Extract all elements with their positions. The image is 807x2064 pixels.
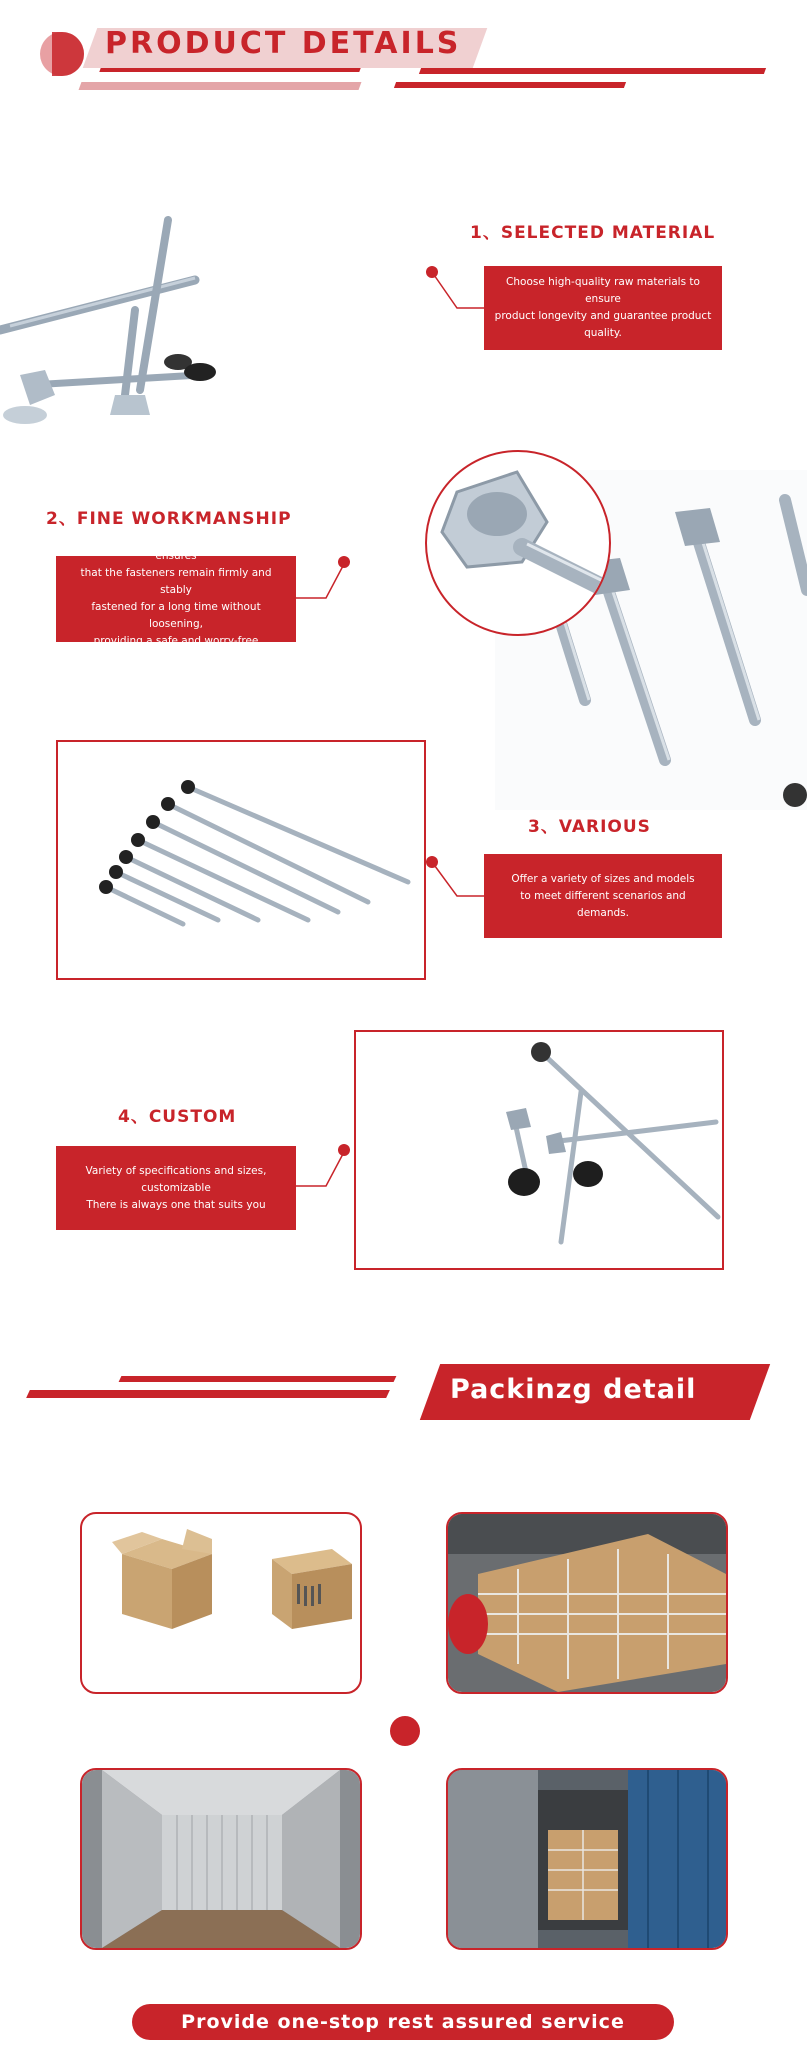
feature-3-description: Offer a variety of sizes and models to meet different scenarios and demands. [484, 854, 722, 938]
feature-4-description: Variety of specifications and sizes, customizable There is always one that suits you [56, 1146, 296, 1230]
feature-2-dot [338, 556, 350, 568]
feature-1-connector [430, 270, 490, 310]
header-stripe-2 [79, 82, 362, 90]
feature-3-title: 3、VARIOUS [528, 817, 651, 837]
packing-photo-container-loaded [446, 1768, 728, 1950]
screw-photo [0, 200, 220, 440]
carton-box-icon [82, 1514, 360, 1692]
packing-title: Packinzg detail [450, 1374, 697, 1405]
screws-frame-3 [56, 740, 426, 980]
center-ornament [390, 1716, 420, 1746]
feature-1-title: 1、SELECTED MATERIAL [470, 223, 716, 243]
packing-photo-boxes [80, 1512, 362, 1694]
feature-4-connector [296, 1150, 346, 1190]
screw-photo [356, 1032, 722, 1268]
footer-banner [132, 2004, 674, 2040]
feature-2-connector [296, 562, 346, 602]
page-title: PRODUCT DETAILS [105, 26, 462, 61]
pallet-photo [448, 1514, 726, 1692]
feature-4-title: 4、CUSTOM [118, 1107, 237, 1127]
header-circle-decor-inner [52, 32, 84, 76]
header-banner [0, 0, 807, 110]
container-photo [448, 1770, 726, 1948]
header-stripe-3 [419, 68, 766, 74]
magnifier-circle [425, 450, 611, 636]
feature-1-description: Choose high-quality raw materials to ensure product longevity and guarantee product quality. [484, 266, 722, 350]
feature-2-description: The unique expansion structure design ensures that the fasteners remain firmly and stably fastened for a long time without loosening, providing a safe and worry-free experience. [56, 556, 296, 642]
packing-stripe-2 [26, 1390, 390, 1398]
header-stripe-4 [394, 82, 626, 88]
footer-label: Provide one-stop rest assured service [181, 2011, 625, 2033]
header-stripe-1 [99, 68, 360, 72]
packing-stripe-1 [119, 1376, 397, 1382]
feature-4-dot [338, 1144, 350, 1156]
feature-3-connector [430, 860, 490, 900]
packing-photo-container-empty [80, 1768, 362, 1950]
packing-photo-pallet [446, 1512, 728, 1694]
screw-closeup-icon [427, 452, 611, 636]
screw-photo [58, 742, 424, 978]
feature-2-title: 2、FINE WORKMANSHIP [46, 509, 292, 529]
container-photo [82, 1770, 360, 1948]
screws-photo-1 [0, 200, 220, 440]
screws-frame-4 [354, 1030, 724, 1270]
